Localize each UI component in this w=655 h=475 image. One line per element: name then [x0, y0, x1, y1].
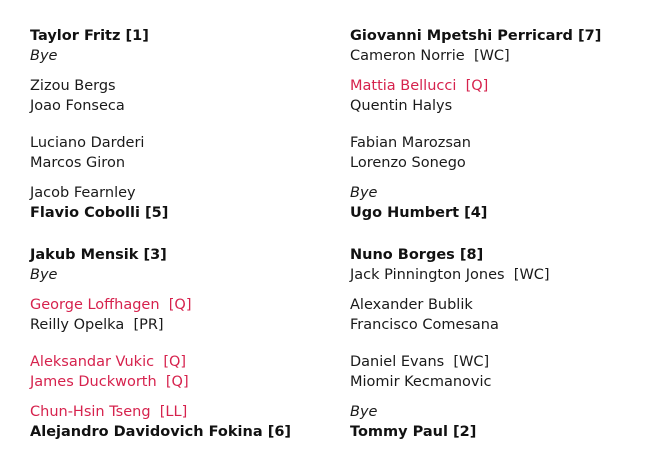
player-entry — [30, 315, 164, 335]
entry-tag: [WC] — [453, 354, 490, 370]
entry-tag: [WC] — [513, 267, 550, 283]
player-name: Jakub Mensik — [30, 247, 139, 263]
player-name: Aleksandar Vukic — [30, 354, 155, 370]
player-entry — [350, 245, 483, 265]
player-entry — [350, 422, 476, 442]
player-name: Mattia Bellucci — [350, 78, 457, 94]
player-name: Flavio Cobolli — [30, 205, 140, 221]
bye-label: Bye — [30, 267, 58, 283]
player-entry — [350, 96, 452, 116]
player-name: Tommy Paul — [350, 424, 448, 440]
player-entry — [350, 203, 487, 223]
player-name: Fabian Marozsan — [350, 135, 471, 151]
bye-entry — [350, 402, 377, 422]
player-name: Cameron Norrie — [350, 48, 465, 64]
bye-entry — [30, 46, 57, 66]
entry-tag: [PR] — [133, 317, 164, 333]
player-name: Ugo Humbert — [350, 205, 460, 221]
player-name: Marcos Giron — [30, 155, 126, 171]
player-entry — [350, 76, 488, 96]
player-name: Taylor Fritz — [30, 28, 121, 44]
player-name: Alexander Bublik — [350, 297, 473, 313]
player-name: Nuno Borges — [350, 247, 455, 263]
entry-tag: [Q] — [168, 297, 192, 313]
player-entry — [30, 153, 125, 173]
player-entry — [30, 96, 125, 116]
player-entry — [30, 352, 186, 372]
player-entry — [350, 153, 466, 173]
seed-tag: [6] — [267, 424, 292, 440]
entry-tag: [WC] — [473, 48, 510, 64]
seed-tag: [7] — [578, 28, 602, 44]
player-entry — [350, 315, 499, 335]
player-name: Francisco Comesana — [350, 317, 499, 333]
player-entry — [350, 372, 491, 392]
seed-tag: [3] — [143, 247, 167, 263]
player-name: Miomir Kecmanovic — [350, 374, 492, 390]
player-entry — [30, 203, 168, 223]
player-name: Chun-Hsin Tseng — [30, 404, 151, 420]
player-name: James Duckworth — [30, 374, 157, 390]
player-entry — [350, 46, 510, 66]
seed-tag: [2] — [453, 424, 477, 440]
player-entry — [30, 402, 187, 422]
player-entry — [30, 133, 144, 153]
player-name: Joao Fonseca — [30, 98, 125, 114]
player-entry — [350, 352, 489, 372]
player-name: Alejandro Davidovich Fokina — [30, 424, 263, 440]
player-name: George Loffhagen — [30, 297, 160, 313]
player-name: Giovanni Mpetshi Perricard — [350, 28, 573, 44]
player-name: Jacob Fearnley — [30, 185, 136, 201]
seed-tag: [8] — [459, 247, 484, 263]
player-entry — [30, 372, 189, 392]
player-name: Zizou Bergs — [30, 78, 116, 94]
player-name: Lorenzo Sonego — [350, 155, 466, 171]
bye-label: Bye — [350, 404, 378, 420]
bye-label: Bye — [30, 48, 58, 64]
entry-tag: [Q] — [163, 354, 187, 370]
player-entry — [30, 76, 116, 96]
entry-tag: [Q] — [165, 374, 189, 390]
seed-tag: [1] — [125, 28, 149, 44]
bye-label: Bye — [350, 185, 378, 201]
player-name: Luciano Darderi — [30, 135, 145, 151]
player-entry — [350, 295, 473, 315]
player-name: Daniel Evans — [350, 354, 445, 370]
player-entry — [350, 26, 601, 46]
player-entry — [30, 183, 136, 203]
player-name: Jack Pinnington Jones — [350, 267, 505, 283]
player-name: Quentin Halys — [350, 98, 453, 114]
player-entry — [30, 295, 192, 315]
bye-entry — [30, 265, 57, 285]
seed-tag: [4] — [464, 205, 488, 221]
player-entry — [30, 26, 149, 46]
player-entry — [30, 245, 167, 265]
player-entry — [350, 265, 550, 285]
player-entry — [30, 422, 291, 442]
entry-tag: [LL] — [159, 404, 188, 420]
player-entry — [350, 133, 471, 153]
entry-tag: [Q] — [465, 78, 489, 94]
seed-tag: [5] — [145, 205, 169, 221]
player-name: Reilly Opelka — [30, 317, 125, 333]
bye-entry — [350, 183, 377, 203]
